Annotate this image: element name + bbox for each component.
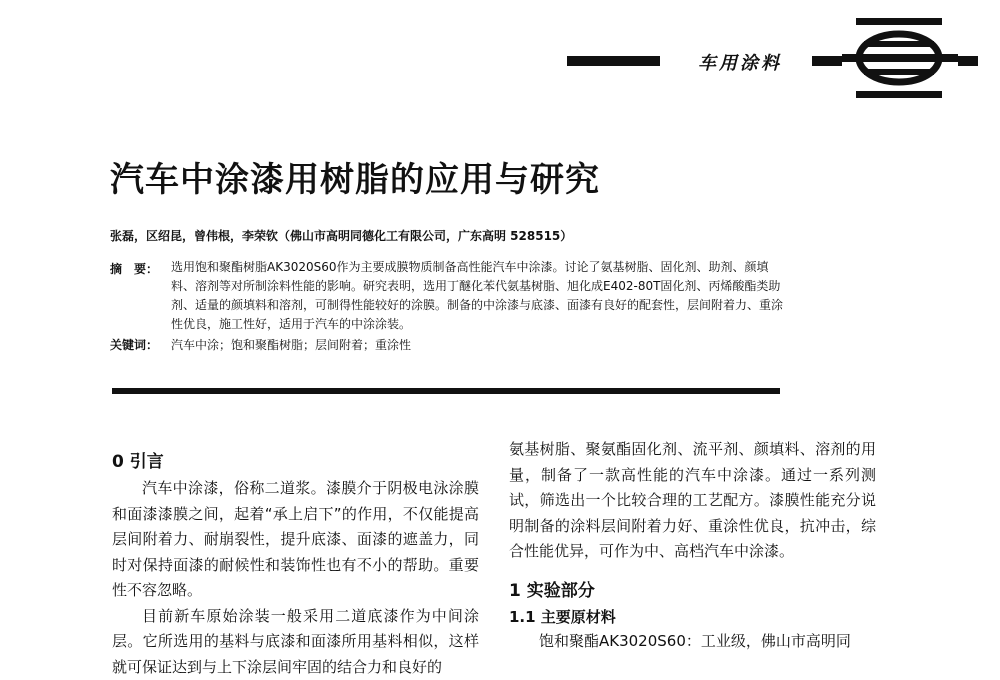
- section-heading-introduction: 0 引言: [112, 448, 479, 476]
- body-paragraph: 饱和聚酯AK3020S60：工业级，佛山市高明同: [509, 629, 876, 655]
- journal-logo-icon: [842, 16, 958, 100]
- body-paragraph: 氨基树脂、聚氨酯固化剂、流平剂、颜填料、溶剂的用量，制备了一款高性能的汽车中涂漆。通过一系列测试，筛选出一个比较合理的工艺配方。漆膜性能充分说明制备的涂料层间附着力好、重涂性优良，抗冲击，综合性能优异，可作为中、高档汽车中涂漆。: [509, 437, 876, 565]
- subsection-heading-materials: 1.1 主要原材料: [509, 605, 876, 629]
- body-column-right: [509, 437, 876, 654]
- section-heading-experiment: 1 实验部分: [509, 577, 876, 605]
- abstract-text: 选用饱和聚酯树脂AK3020S60作为主要成膜物质制备高性能汽车中涂漆。讨论了氨基树脂、固化剂、助剂、颜填料、溶剂等对所制涂料性能的影响。研究表明，选用丁醚化苯代氨基树脂、旭化成E402-80T固化剂、丙烯酸酯类助剂、适量的颜填料和溶剂，可制得性能较好的涂膜。制备的中涂漆与底漆、面漆有良好的配套性，层间附着力、重涂性优良，施工性好，适用于汽车的中涂涂装。: [171, 258, 791, 334]
- body-column-left: [112, 448, 479, 680]
- abstract-label: 摘 要：: [110, 260, 158, 277]
- paper-title: 汽车中涂漆用树脂的应用与研究: [110, 152, 600, 201]
- body-paragraph: 目前新车原始涂装一般采用二道底漆作为中间涂层。它所选用的基料与底漆和面漆所用基料相似，这样就可保证达到与上下涂层间牢固的结合力和良好的: [112, 604, 479, 680]
- keywords-text: 汽车中涂；饱和聚酯树脂；层间附着；重涂性: [171, 336, 411, 353]
- keywords-label: 关键词：: [110, 336, 158, 353]
- author-line: 张磊，区绍昆，曾伟根，李荣钦（佛山市高明同德化工有限公司，广东高明 528515）: [110, 227, 572, 244]
- journal-section-title: 车用涂料: [698, 49, 782, 75]
- header-rule-right: [812, 56, 842, 66]
- body-paragraph: 汽车中涂漆，俗称二道浆。漆膜介于阴极电泳涂膜和面漆漆膜之间，起着“承上启下”的作用，不仅能提高层间附着力、耐崩裂性，提升底漆、面漆的遮盖力，同时对保持面漆的耐候性和装饰性也有不小的帮助。重要性不容忽略。: [112, 476, 479, 604]
- header-rule-tail: [958, 56, 978, 66]
- section-divider: [112, 388, 780, 394]
- header-rule-left: [567, 56, 660, 66]
